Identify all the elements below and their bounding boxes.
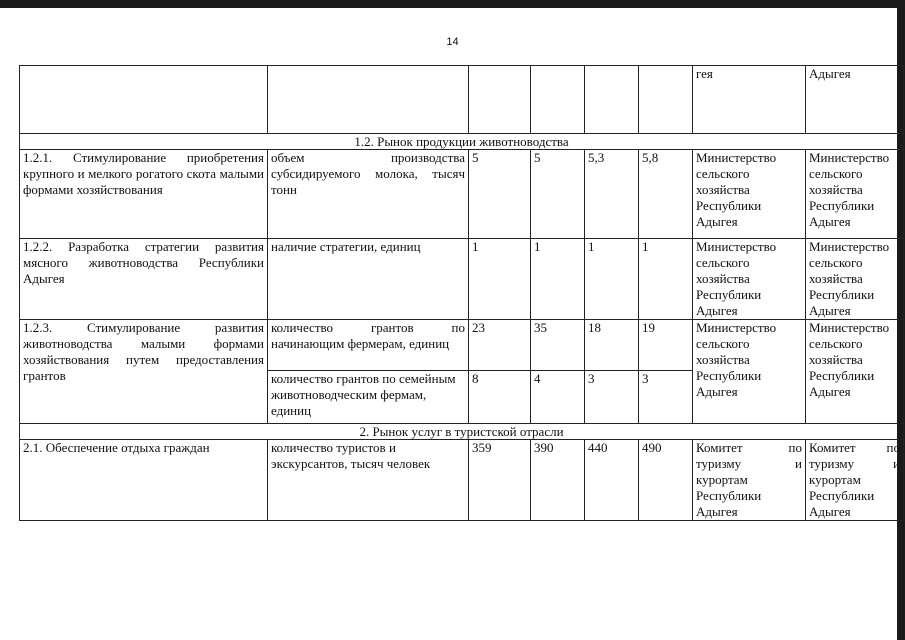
value-cell: 5: [531, 150, 585, 239]
value-cell: 19: [639, 320, 693, 371]
value-cell: 1: [469, 239, 531, 320]
coexecutor-cell: Министерство сельского хозяйства Республики Адыгея: [806, 150, 904, 239]
value-cell: 1: [639, 239, 693, 320]
executor-cell: Комитет по туризму и курортам Республики Адыгея: [693, 440, 806, 521]
section-title: 2. Рынок услуг в туристской отрасли: [20, 424, 904, 440]
indicator-cell: количество туристов и экскурсантов, тысяч человек: [268, 440, 469, 521]
coexecutor-cell: Адыгея: [806, 66, 904, 134]
table-row: [20, 440, 904, 521]
indicator-cell: наличие стратегии, единиц: [268, 239, 469, 320]
value-cell: 5,8: [639, 150, 693, 239]
measure-cell: 1.2.1. Стимулирование приобретения крупного и мелкого рогатого скота малыми формами хозяйствования: [20, 150, 268, 239]
value-cell: 5: [469, 150, 531, 239]
value-cell: 359: [469, 440, 531, 521]
value-cell: 5,3: [585, 150, 639, 239]
value-cell: 35: [531, 320, 585, 371]
measure-cell: 2.1. Обеспечение отдыха граждан: [20, 440, 268, 521]
value-cell: 3: [585, 371, 639, 424]
table-row-continuation: [20, 66, 904, 134]
section-row: [20, 424, 904, 440]
page-number: 14: [446, 36, 459, 48]
section-row: [20, 134, 904, 150]
table-row: [20, 320, 904, 371]
table-row: [20, 150, 904, 239]
value-cell: 440: [585, 440, 639, 521]
section-title: 1.2. Рынок продукции животноводства: [20, 134, 904, 150]
value-cell: 4: [531, 371, 585, 424]
measure-cell: 1.2.3. Стимулирование развития животноводства малыми формами хозяйствования путем предоставления грантов: [20, 320, 268, 424]
value-cell: 1: [531, 239, 585, 320]
coexecutor-cell: Министерство сельского хозяйства Республики Адыгея: [806, 320, 904, 424]
indicator-cell: количество грантов по семейным животноводческим фермам, единиц: [268, 371, 469, 424]
executor-cell: Министерство сельского хозяйства Республики Адыгея: [693, 239, 806, 320]
measure-cell: [20, 66, 268, 134]
value-cell: 8: [469, 371, 531, 424]
measure-cell: 1.2.2. Разработка стратегии развития мясного животноводства Республики Адыгея: [20, 239, 268, 320]
indicator-cell: объем производства субсидируемого молока, тысяч тонн: [268, 150, 469, 239]
table-row: [20, 239, 904, 320]
value-cell: 490: [639, 440, 693, 521]
indicator-cell: количество грантов по начинающим фермерам, единиц: [268, 320, 469, 371]
value-cell: 390: [531, 440, 585, 521]
value-cell: [469, 66, 531, 134]
measures-table: [19, 65, 904, 521]
value-cell: 18: [585, 320, 639, 371]
executor-cell: гея: [693, 66, 806, 134]
value-cell: [531, 66, 585, 134]
value-cell: 3: [639, 371, 693, 424]
value-cell: [585, 66, 639, 134]
value-cell: 23: [469, 320, 531, 371]
value-cell: [639, 66, 693, 134]
executor-cell: Министерство сельского хозяйства Республики Адыгея: [693, 320, 806, 424]
coexecutor-cell: Министерство сельского хозяйства Республики Адыгея: [806, 239, 904, 320]
executor-cell: Министерство сельского хозяйства Республики Адыгея: [693, 150, 806, 239]
value-cell: 1: [585, 239, 639, 320]
indicator-cell: [268, 66, 469, 134]
scan-top-border: [0, 0, 905, 8]
coexecutor-cell: Комитет по туризму и курортам Республики Адыгея: [806, 440, 904, 521]
